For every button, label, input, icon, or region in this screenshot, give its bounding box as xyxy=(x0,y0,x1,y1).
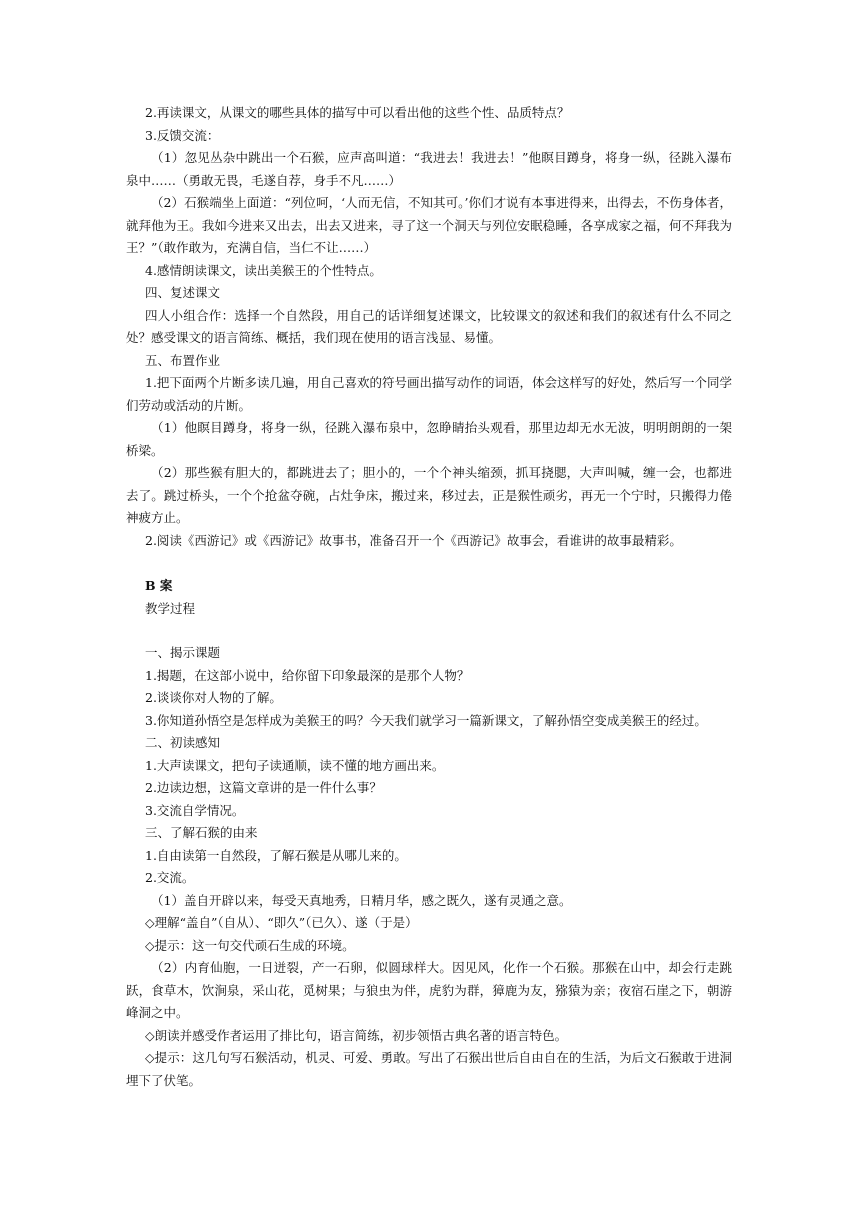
paragraph: 2.边读边想，这篇文章讲的是一件什么事？ xyxy=(145,780,382,795)
section-heading: 一、揭示课题 xyxy=(145,645,221,660)
paragraph: （1）他瞑目蹲身，将身一纵，径跳入瀑布泉中，忽睁睛抬头观看，那里边却无水无波，明明朗朗的一架桥梁。 xyxy=(126,420,732,458)
section-heading: 三、了解石猴的由来 xyxy=(145,825,258,840)
paragraph: （2）石猴端坐上面道：“列位呵，‘人而无信，不知其可。’你们才说有本事进得来，出得去，不伤身体者，就拜他为王。我如今进来又出去，出去又进来，寻了这一个洞天与列位安眠稳睡，各享成家之福，何不拜我为王？”（敢作敢为，充满自信，当仁不让……） xyxy=(126,195,732,255)
paragraph: 1.揭题，在这部小说中，给你留下印象最深的是那个人物？ xyxy=(145,667,470,683)
paragraph: ◇朗读并感受作者运用了排比句，语言简练，初步领悟古典名著的语言特色。 xyxy=(145,1027,568,1043)
plan-title: B 案 xyxy=(145,578,173,593)
paragraph: 2.谈谈你对人物的了解。 xyxy=(145,690,282,705)
paragraph: 4.感情朗读课文，读出美猴王的个性特点。 xyxy=(145,262,382,278)
paragraph: 1.大声读课文，把句子读通顺，读不懂的地方画出来。 xyxy=(145,757,445,773)
paragraph: ◇提示：这一句交代顽石生成的环境。 xyxy=(145,937,355,953)
paragraph: （2）那些猴有胆大的，都跳进去了；胆小的，一个个神头缩颈，抓耳挠腮，大声叫喊，缠一会，也都进去了。跳过桥头，一个个抢盆夺碗，占灶争床，搬过来，移过去，正是猴性顽劣，再无一个宁时，只搬得力倦神疲方止。 xyxy=(126,465,732,525)
paragraph: 四人小组合作：选择一个自然段，用自己的话详细复述课文，比较课文的叙述和我们的叙述有什么不同之处？感受课文的语言简练、概括，我们现在使用的语言浅显、易懂。 xyxy=(126,307,732,345)
section-heading: 五、布置作业 xyxy=(145,352,221,368)
paragraph: 2.交流。 xyxy=(145,870,195,885)
paragraph: 1.把下面两个片断多读几遍，用自己喜欢的符号画出描写动作的词语，体会这样写的好处，然后写一个同学们劳动或活动的片断。 xyxy=(126,375,732,413)
paragraph: ◇提示：这几句写石猴活动，机灵、可爱、勇敢。写出了石猴出世后自由自在的生活，为后文石猴敢于进洞埋下了伏笔。 xyxy=(126,1050,732,1088)
section-heading: 四、复述课文 xyxy=(145,285,221,300)
paragraph: （1）盖自开辟以来，每受天真地秀，日精月华，感之既久，遂有灵通之意。 xyxy=(151,892,572,908)
paragraph: 3.交流自学情况。 xyxy=(145,802,245,818)
paragraph: 3.你知道孙悟空是怎样成为美猴王的吗？今天我们就学习一篇新课文，了解孙悟空变成美猴王的经过。 xyxy=(145,712,707,728)
paragraph: 2.阅读《西游记》或《西游记》故事书，准备召开一个《西游记》故事会，看谁讲的故事最精彩。 xyxy=(145,532,682,548)
paragraph: （2）内育仙胞，一日迸裂，产一石卵，似圆球样大。因见风，化作一个石猴。那猴在山中，却会行走跳跃，食草木，饮涧泉，采山花，觅树果；与狼虫为伴，虎豹为群，獐鹿为友，猕猿为亲；夜宿石崖之下，朝游峰洞之中。 xyxy=(126,960,732,1020)
paragraph: 1.自由读第一自然段，了解石猴是从哪儿来的。 xyxy=(145,847,407,863)
paragraph: 2.再读课文，从课文的哪些具体的描写中可以看出他的这些个性、品质特点？ xyxy=(145,105,570,120)
plan-subtitle: 教学过程 xyxy=(145,600,196,616)
paragraph: （1）忽见丛杂中跳出一个石猴，应声高叫道：“我进去！我进去！”他瞑目蹲身，将身一纵，径跳入瀑布泉中……（勇敢无畏，毛遂自荐，身手不凡……） xyxy=(126,150,732,188)
document-page xyxy=(126,102,732,1092)
paragraph: 3.反馈交流： xyxy=(145,127,220,143)
section-heading: 二、初读感知 xyxy=(145,735,221,750)
paragraph: ◇理解“盖自”（自从）、“即久”（已久）、遂（于是） xyxy=(145,915,418,930)
